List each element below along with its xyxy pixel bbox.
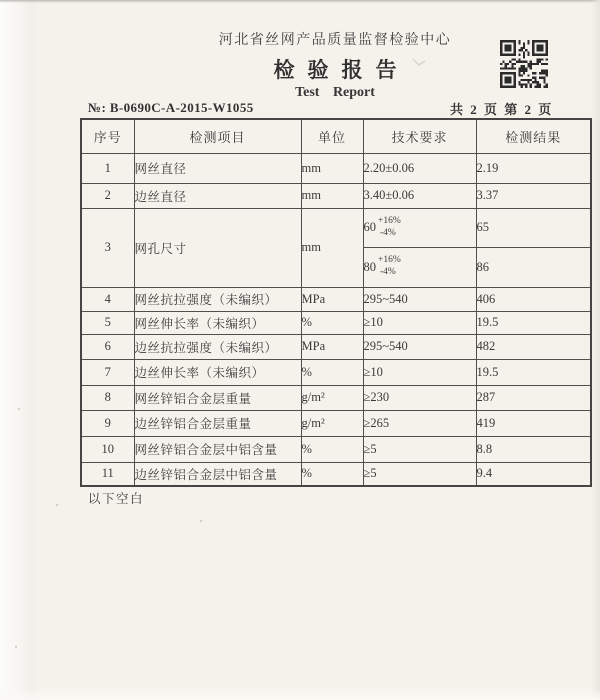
scan-edge-right [591,0,600,700]
scan-edge-left [0,0,38,700]
tolerance-spec [364,255,401,279]
serial-cell: 11 [81,462,134,486]
result-cell: 86 [476,247,591,287]
header-unit: 单位 [301,119,363,153]
requirement-cell: ≥5 [363,436,476,462]
paper-speck [15,646,17,648]
unit-cell: mm [301,183,363,208]
item-cell: 网孔尺寸 [134,208,301,287]
serial-cell: 5 [81,311,134,334]
requirement-cell: ≥265 [363,410,476,436]
item-cell: 网丝抗拉强度（未编织） [134,287,301,311]
requirement-cell: ≥230 [363,385,476,410]
item-cell: 边丝锌铝合金层中铝含量 [134,462,301,486]
table-header-row [81,119,591,153]
tolerance-plus: +16% [378,255,401,266]
scan-edge-bottom [0,688,600,700]
requirement-cell [363,208,476,247]
tolerance-spec [364,216,401,240]
scan-edge-top [0,0,600,3]
serial-cell: 1 [81,153,134,183]
unit-cell: g/m² [301,410,363,436]
table-row [81,183,591,208]
table-row [81,334,591,359]
result-cell: 287 [476,385,591,410]
serial-cell: 3 [81,208,134,287]
table-row [81,311,591,334]
tolerance-stack [378,216,401,240]
tolerance-minus: -4% [380,227,396,238]
table-row [81,359,591,385]
serial-cell: 4 [81,287,134,311]
table-row [81,208,591,247]
requirement-cell [363,247,476,287]
unit-cell: g/m² [301,385,363,410]
result-cell: 8.8 [476,436,591,462]
paper-speck [200,520,202,522]
org-name: 河北省丝网产品质量监督检验中心 [218,33,452,48]
result-cell: 419 [476,410,591,436]
serial-cell: 8 [81,385,134,410]
result-cell: 2.19 [476,153,591,183]
tolerance-base: 80 [363,259,376,274]
paper-speck [56,504,58,506]
requirement-cell: ≥10 [363,311,476,334]
unit-cell: % [301,462,363,486]
header-result: 检测结果 [476,119,591,153]
header-item: 检测项目 [134,119,301,153]
result-cell: 65 [476,208,591,247]
unit-cell: mm [301,153,363,183]
blank-note: 以下空白 [88,492,145,506]
unit-cell: MPa [301,287,363,311]
table-row [81,410,591,436]
table-row [81,462,591,486]
report-number-value: B-0690C-A-2015-W1055 [109,100,254,115]
result-cell: 9.4 [476,462,591,486]
result-cell: 19.5 [476,359,591,385]
table-row [81,385,591,410]
page-indicator: 共 2 页 第 2 页 [450,102,554,117]
unit-cell: mm [301,208,363,287]
report-number-label: №: [88,100,107,115]
item-cell: 网丝伸长率（未编织） [134,311,301,334]
table-row [81,287,591,311]
report-number [88,100,254,116]
item-cell: 边丝抗拉强度（未编织） [134,334,301,359]
table-row [81,436,591,462]
report-subtitle: Test Report [295,85,375,100]
result-cell: 3.37 [476,183,591,208]
result-cell: 406 [476,287,591,311]
paper-speck [18,408,20,410]
table-row [81,153,591,183]
report-title: 检验报告 [273,58,410,82]
serial-cell: 7 [81,359,134,385]
header-serial: 序号 [81,119,134,153]
serial-cell: 10 [81,436,134,462]
requirement-cell: 295~540 [363,334,476,359]
serial-cell: 2 [81,183,134,208]
item-cell: 网丝直径 [134,153,301,183]
qr-code [500,40,548,88]
header-requirement: 技术要求 [363,119,476,153]
tolerance-stack [378,255,401,279]
requirement-cell: 2.20±0.06 [363,153,476,183]
requirement-cell: ≥10 [363,359,476,385]
serial-cell: 9 [81,410,134,436]
requirement-cell: ≥5 [363,462,476,486]
requirement-cell: 3.40±0.06 [363,183,476,208]
tolerance-base: 60 [363,220,376,234]
unit-cell: % [301,436,363,462]
item-cell: 边丝锌铝合金层重量 [134,410,301,436]
test-results-table [80,118,592,487]
item-cell: 网丝锌铝合金层重量 [134,385,301,410]
result-cell: 482 [476,334,591,359]
unit-cell: % [301,359,363,385]
unit-cell: % [301,311,363,334]
unit-cell: MPa [301,334,363,359]
tolerance-minus: -4% [380,267,396,277]
result-cell: 19.5 [476,311,591,334]
requirement-cell: 295~540 [363,287,476,311]
tolerance-plus: +16% [378,215,401,226]
serial-cell: 6 [81,334,134,359]
item-cell: 边丝伸长率（未编织） [134,359,301,385]
item-cell: 网丝锌铝合金层中铝含量 [134,436,301,462]
item-cell: 边丝直径 [134,183,301,208]
